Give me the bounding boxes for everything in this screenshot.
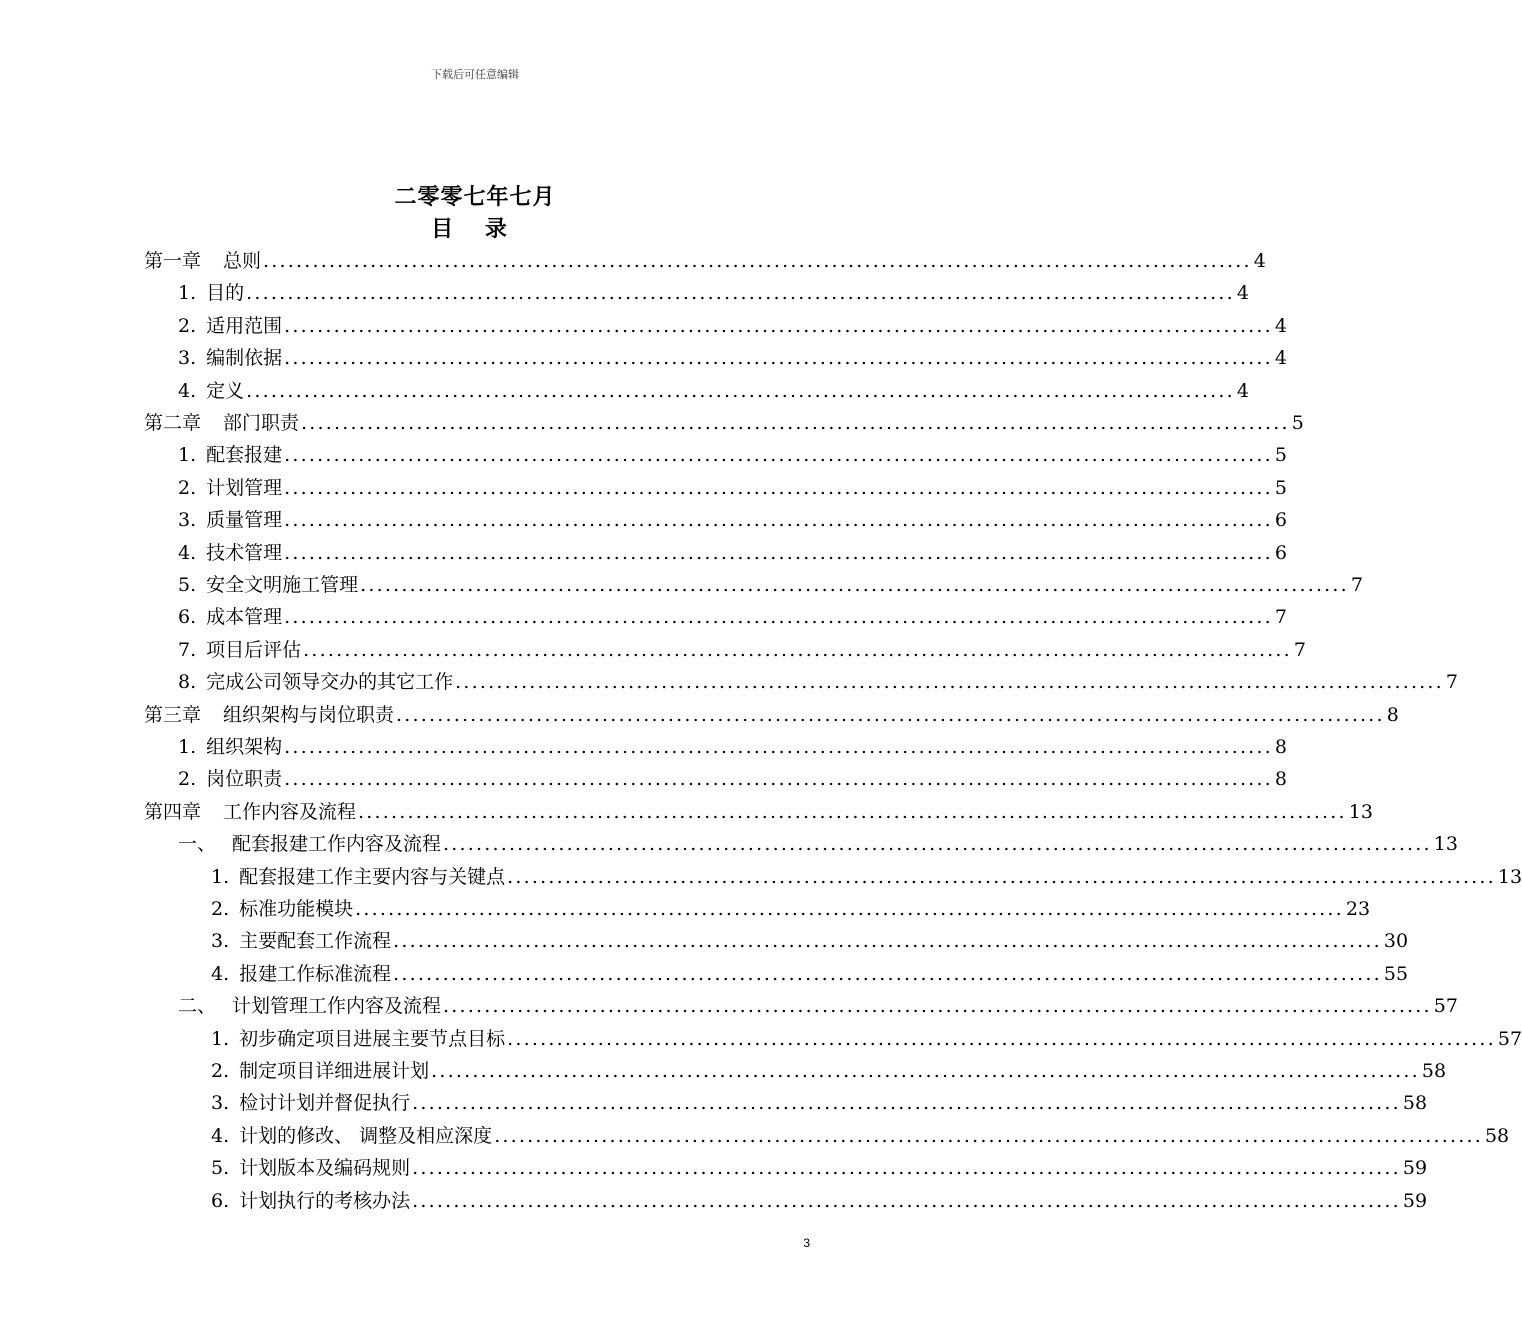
toc-entry-page: 4: [1274, 347, 1287, 370]
toc-entry-page: 57: [1433, 995, 1458, 1018]
dot-leader: ........................................................................................................................: [358, 800, 1347, 823]
toc-entry-title: 编制依据: [206, 347, 283, 370]
toc-entry[interactable]: [178, 764, 1287, 794]
toc-entry-number: 8.: [178, 671, 197, 694]
toc-entry-page: 5: [1274, 444, 1287, 467]
toc-entry[interactable]: [211, 1153, 1428, 1183]
dot-leader: ........................................................................................................................: [431, 1060, 1420, 1082]
dot-leader: ........................................................................................................................: [263, 250, 1252, 272]
toc-entry-page: 30: [1383, 930, 1409, 953]
toc-entry-title: 适用范围: [206, 314, 283, 337]
toc-entry-page: 13: [1497, 865, 1522, 888]
toc-entry-title: 计划的修改、 调整及相应深度: [239, 1124, 493, 1147]
dot-leader: ........................................................................................................................: [303, 638, 1292, 661]
toc-entry-page: 58: [1421, 1060, 1447, 1082]
dot-leader: ........................................................................................................................: [246, 282, 1235, 305]
toc-entry[interactable]: [178, 570, 1363, 600]
dot-leader: ........................................................................................................................: [412, 1189, 1401, 1212]
toc-entry-title: 计划版本及编码规则: [239, 1157, 411, 1180]
toc-entry[interactable]: [178, 602, 1287, 632]
toc-title: 目 录: [431, 216, 519, 242]
toc-entry-page: 55: [1383, 962, 1409, 985]
dot-leader: ........................................................................................................................: [284, 444, 1273, 467]
toc-entry[interactable]: [178, 829, 1458, 859]
toc-entry-number: 2.: [178, 314, 197, 337]
toc-entry[interactable]: [178, 991, 1458, 1021]
toc-entry-title: 岗位职责: [206, 768, 283, 791]
toc-entry-title: 定义: [206, 379, 245, 402]
toc-entry-title: 工作内容及流程: [223, 800, 357, 823]
toc-entry-title: 完成公司领导交办的其它工作: [206, 671, 454, 694]
toc-entry[interactable]: [178, 440, 1287, 470]
toc-entry-number: 2.: [178, 476, 197, 499]
toc-entry[interactable]: [178, 667, 1458, 697]
toc-entry-page: 5: [1291, 412, 1304, 434]
toc-entry-number: 3.: [211, 1092, 230, 1115]
toc-entry-page: 7: [1445, 671, 1458, 694]
toc-entry-title: 计划管理工作内容及流程: [232, 995, 442, 1018]
toc-entry[interactable]: [178, 343, 1287, 373]
toc-entry-number: 1.: [211, 1027, 230, 1050]
toc-entry-number: 1.: [178, 282, 197, 305]
toc-entry-title: 组织架构: [206, 736, 283, 758]
toc-entry-page: 6: [1274, 509, 1287, 532]
toc-entry-page: 8: [1386, 703, 1399, 726]
toc-entry-number: 一、: [178, 833, 217, 856]
toc-entry-number: 第二章: [144, 412, 202, 434]
toc-entry-number: 4.: [178, 379, 197, 402]
toc-entry-title: 制定项目详细进展计划: [239, 1060, 430, 1082]
toc-entry[interactable]: [178, 732, 1287, 762]
toc-entry[interactable]: [178, 376, 1249, 406]
header-note: 下载后可任意编辑: [431, 68, 519, 81]
toc-entry-title: 目的: [206, 282, 245, 305]
toc-entry-number: 1.: [211, 865, 230, 888]
toc-entry[interactable]: [211, 1121, 1510, 1151]
page-number: 3: [803, 1236, 810, 1250]
toc-entry-page: 7: [1350, 574, 1363, 596]
toc-entry-title: 配套报建工作主要内容与关键点: [239, 865, 506, 888]
toc-entry-page: 6: [1274, 541, 1287, 564]
dot-leader: ........................................................................................................................: [284, 347, 1273, 370]
date-title: 二零零七年七月: [394, 184, 556, 210]
toc-entry-title: 质量管理: [206, 509, 283, 532]
toc-entry-number: 2.: [211, 898, 230, 920]
toc-entry-page: 4: [1236, 379, 1249, 402]
dot-leader: ........................................................................................................................: [301, 412, 1290, 434]
toc-entry-page: 58: [1484, 1124, 1510, 1147]
toc-entry-number: 5.: [178, 574, 197, 596]
toc-entry-number: 4.: [178, 541, 197, 564]
toc-entry-title: 标准功能模块: [239, 898, 354, 920]
dot-leader: ........................................................................................................................: [355, 898, 1344, 920]
toc-entry-page: 57: [1497, 1027, 1522, 1050]
toc-entry-number: 1.: [178, 444, 197, 467]
toc-entry-page: 4: [1274, 314, 1287, 337]
toc-entry-page: 4: [1253, 250, 1266, 272]
dot-leader: ........................................................................................................................: [507, 1027, 1496, 1050]
toc-entry[interactable]: [144, 408, 1304, 438]
toc-entry-title: 配套报建: [206, 444, 283, 467]
toc-entry[interactable]: [211, 1088, 1428, 1118]
toc-entry[interactable]: [144, 246, 1266, 276]
toc-entry-page: 8: [1274, 768, 1287, 791]
toc-entry[interactable]: [211, 926, 1409, 956]
toc-entry[interactable]: [211, 1056, 1447, 1086]
toc-entry[interactable]: [211, 1186, 1428, 1216]
toc-entry-number: 3.: [211, 930, 230, 953]
dot-leader: ........................................................................................................................: [443, 995, 1432, 1018]
dot-leader: ........................................................................................................................: [360, 574, 1349, 596]
toc-entry-page: 59: [1402, 1157, 1428, 1180]
dot-leader: ........................................................................................................................: [443, 833, 1432, 856]
toc-entry-page: 7: [1293, 638, 1306, 661]
toc-entry-number: 4.: [211, 962, 230, 985]
toc-entry-number: 5.: [211, 1157, 230, 1180]
toc-entry[interactable]: [144, 700, 1399, 730]
toc-entry-number: 4.: [211, 1124, 230, 1147]
toc-entry-number: 2.: [178, 768, 197, 791]
toc-entry-page: 4: [1236, 282, 1249, 305]
toc-entry-page: 5: [1274, 476, 1287, 499]
toc-entry[interactable]: [178, 311, 1287, 341]
toc-entry-number: 第一章: [144, 250, 202, 272]
dot-leader: ........................................................................................................................: [284, 606, 1273, 629]
dot-leader: ........................................................................................................................: [284, 768, 1273, 791]
toc-entry-title: 项目后评估: [206, 638, 302, 661]
toc-entry-number: 6.: [178, 606, 197, 629]
toc-entry-title: 配套报建工作内容及流程: [232, 833, 442, 856]
dot-leader: ........................................................................................................................: [246, 379, 1235, 402]
toc-entry-number: 3.: [178, 509, 197, 532]
dot-leader: ........................................................................................................................: [455, 671, 1444, 694]
dot-leader: ........................................................................................................................: [284, 509, 1273, 532]
toc-entry-title: 报建工作标准流程: [239, 962, 392, 985]
toc-entry-title: 部门职责: [223, 412, 300, 434]
toc-entry[interactable]: [211, 862, 1522, 892]
dot-leader: ........................................................................................................................: [412, 1092, 1401, 1115]
toc-entry-title: 安全文明施工管理: [206, 574, 359, 596]
toc-entry-page: 7: [1274, 606, 1287, 629]
toc-entry[interactable]: [178, 278, 1249, 308]
toc-entry-number: 6.: [211, 1189, 230, 1212]
toc-entry[interactable]: [178, 505, 1287, 535]
dot-leader: ........................................................................................................................: [284, 736, 1273, 758]
toc-entry-number: 第三章: [144, 703, 202, 726]
toc-entry-title: 技术管理: [206, 541, 283, 564]
toc-entry[interactable]: [211, 1024, 1522, 1054]
toc-entry-number: 2.: [211, 1060, 230, 1082]
dot-leader: ........................................................................................................................: [284, 314, 1273, 337]
toc-entry-title: 成本管理: [206, 606, 283, 629]
toc-entry-number: 3.: [178, 347, 197, 370]
dot-leader: ........................................................................................................................: [284, 476, 1273, 499]
toc-entry-number: 7.: [178, 638, 197, 661]
toc-entry-title: 主要配套工作流程: [239, 930, 392, 953]
dot-leader: ........................................................................................................................: [494, 1124, 1483, 1147]
toc-entry-page: 13: [1433, 833, 1458, 856]
toc-entry[interactable]: [144, 797, 1373, 827]
toc-entry[interactable]: [211, 959, 1409, 989]
dot-leader: ........................................................................................................................: [393, 930, 1382, 953]
toc-entry-title: 计划管理: [206, 476, 283, 499]
dot-leader: ........................................................................................................................: [396, 703, 1385, 726]
toc-entry-title: 总则: [223, 250, 262, 272]
toc-entry-page: 23: [1345, 898, 1371, 920]
toc-entry-number: 第四章: [144, 800, 202, 823]
dot-leader: ........................................................................................................................: [412, 1157, 1401, 1180]
toc-entry-page: 58: [1402, 1092, 1428, 1115]
toc-entry-page: 59: [1402, 1189, 1428, 1212]
toc-entry-number: 1.: [178, 736, 197, 758]
toc-entry-page: 8: [1274, 736, 1287, 758]
toc-entry-number: 二、: [178, 995, 217, 1018]
toc-entry-title: 计划执行的考核办法: [239, 1189, 411, 1212]
toc-entry[interactable]: [178, 635, 1306, 665]
toc-entry[interactable]: [178, 538, 1287, 568]
dot-leader: ........................................................................................................................: [284, 541, 1273, 564]
toc-entry-title: 检讨计划并督促执行: [239, 1092, 411, 1115]
toc-entry[interactable]: [211, 894, 1371, 924]
toc-entry-page: 13: [1348, 800, 1373, 823]
toc-entry-title: 初步确定项目进展主要节点目标: [239, 1027, 506, 1050]
dot-leader: ........................................................................................................................: [393, 962, 1382, 985]
toc-entry[interactable]: [178, 473, 1287, 503]
dot-leader: ........................................................................................................................: [507, 865, 1496, 888]
toc-entry-title: 组织架构与岗位职责: [223, 703, 395, 726]
